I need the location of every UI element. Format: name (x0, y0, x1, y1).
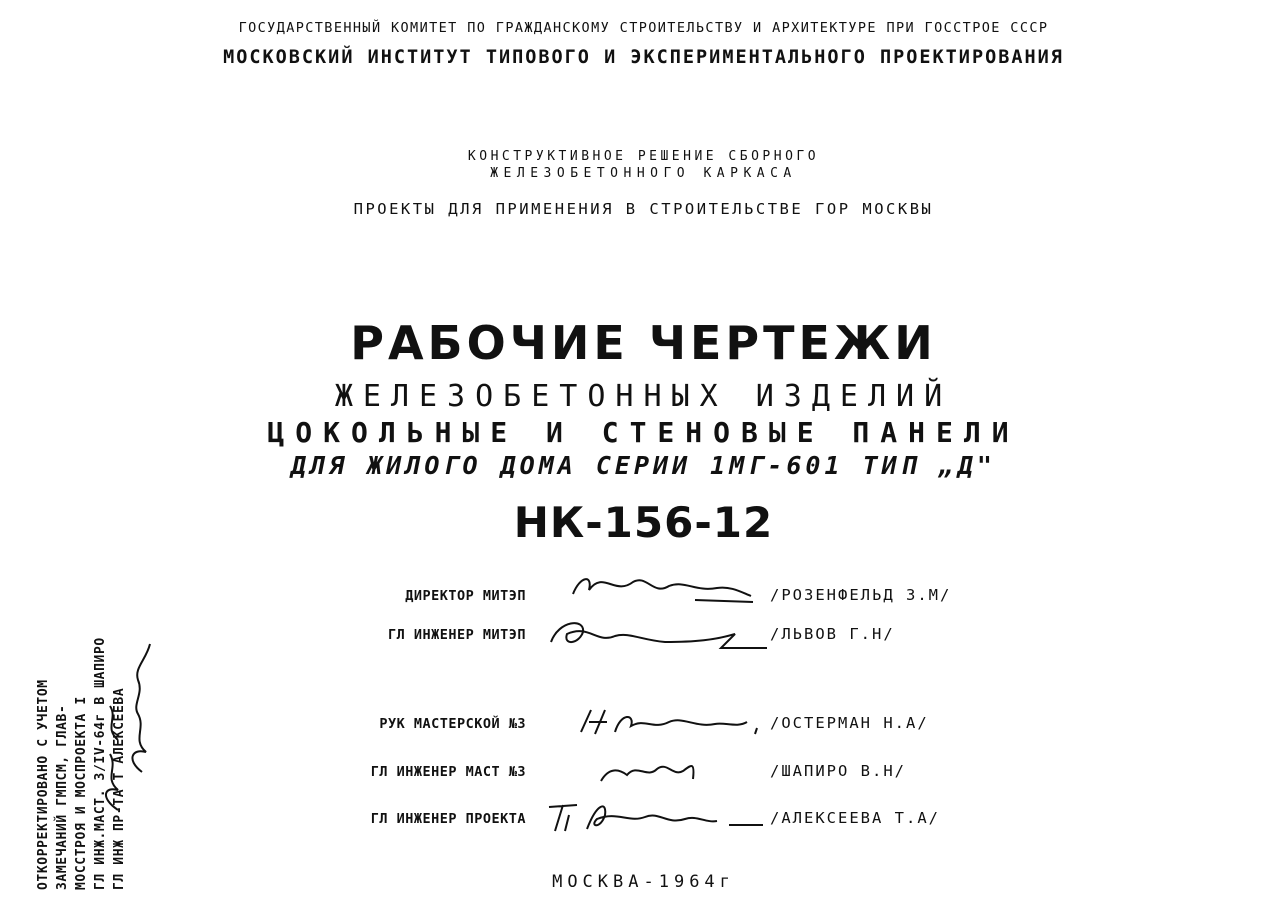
signature-name: /АЛЕКСЕЕВА Т.А/ (770, 809, 940, 827)
handwritten-signature (34, 556, 184, 890)
subtitle-line-2: ЖЕЛЕЗОБЕТОННОГО КАРКАСА (490, 166, 797, 181)
handwritten-signature (545, 793, 770, 837)
stamp-line: ЗАМЕЧАНИЙ ГМПСМ, ГЛАВ- (55, 704, 70, 890)
signature-name: /РОЗЕНФЕЛЬД З.М/ (770, 586, 952, 604)
signature-name: /ОСТЕРМАН Н.А/ (770, 714, 929, 732)
footer-city-year: МОСКВА-1964г (552, 872, 735, 892)
title-line-1: ЖЕЛЕЗОБЕТОННЫХ ИЗДЕЛИЙ (334, 379, 953, 414)
handwritten-signature (545, 566, 770, 610)
signature-role: ГЛ ИНЖЕНЕР ПРОЕКТА (370, 811, 526, 827)
handwritten-signature (545, 610, 770, 654)
main-title: РАБОЧИЕ ЧЕРТЕЖИ (350, 316, 937, 370)
handwritten-signature (545, 745, 770, 789)
stamp-line: МОССТРОЯ И МОСПРОЕКТА I (74, 696, 89, 890)
title-line-3: ДЛЯ ЖИЛОГО ДОМА СЕРИИ 1МГ-601 ТИП „Д" (291, 451, 996, 480)
signature-role: ГЛ ИНЖЕНЕР МИТЭП (387, 627, 526, 643)
header-institute: МОСКОВСКИЙ ИНСТИТУТ ТИПОВОГО И ЭКСПЕРИМЕНТАЛЬНОГО ПРОЕКТИРОВАНИЯ (223, 47, 1064, 68)
subtitle-projects: ПРОЕКТЫ ДЛЯ ПРИМЕНЕНИЯ В СТРОИТЕЛЬСТВЕ ГОР МОСКВЫ (353, 200, 934, 218)
signature-role: ДИРЕКТОР МИТЭП (405, 588, 526, 604)
signature-name: /ШАПИРО В.Н/ (770, 762, 906, 780)
subtitle-line-1: КОНСТРУКТИВНОЕ РЕШЕНИЕ СБОРНОГО (467, 149, 820, 164)
document-code: НК-156-12 (513, 498, 774, 547)
signature-name: /ЛЬВОВ Г.Н/ (770, 625, 895, 643)
stamp-line: ОТКОРРЕКТИРОВАНО С УЧЕТОМ (36, 679, 51, 890)
correction-stamp (34, 556, 184, 890)
title-line-2: ЦОКОЛЬНЫЕ И СТЕНОВЫЕ ПАНЕЛИ (267, 416, 1020, 449)
stamp-line: ГЛ ИНЖ.МАСТ. 3/IV-64г В ШАПИРО (93, 637, 108, 890)
signature-role: РУК МАСТЕРСКОЙ №3 (379, 716, 526, 732)
header-committee: ГОСУДАРСТВЕННЫЙ КОМИТЕТ ПО ГРАЖДАНСКОМУ СТРОИТЕЛЬСТВУ И АРХИТЕКТУРЕ ПРИ ГОССТРОЕ СССР (238, 20, 1049, 36)
handwritten-signature (545, 698, 770, 742)
stamp-line: ГЛ ИНЖ ПР-ТА Т АЛЕКСЕЕВА (112, 687, 127, 890)
signature-role: ГЛ ИНЖЕНЕР МАСТ №3 (370, 764, 526, 780)
